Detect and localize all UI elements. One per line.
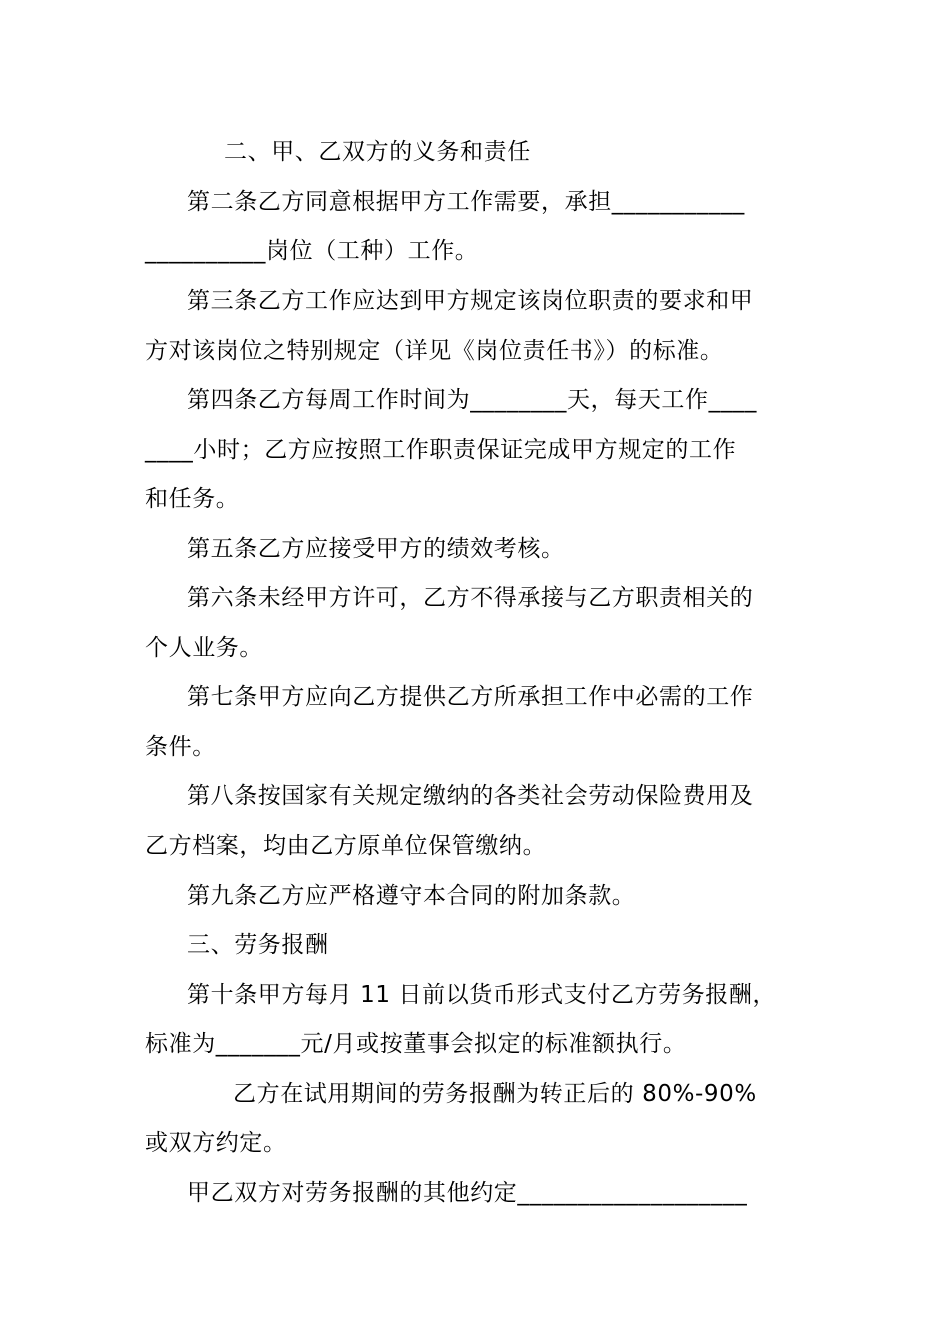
article-10-line-1: 第十条甲方每月 11 日前以货币形式支付乙方劳务报酬，: [187, 982, 777, 1008]
article-6-line-1: 第六条未经甲方许可，乙方不得承接与乙方职责相关的: [187, 585, 754, 611]
article-7-line-2: 条件。: [145, 734, 216, 760]
article-4-line-2: ____小时；乙方应按照工作职责保证完成甲方规定的工作: [145, 437, 737, 463]
article-3-line-2: 方对该岗位之特别规定（详见《岗位责任书》）的标准。: [145, 338, 724, 364]
section-heading-remuneration: 三、劳务报酬: [187, 932, 329, 958]
article-8-line-1: 第八条按国家有关规定缴纳的各类社会劳动保险费用及: [187, 783, 754, 809]
article-9-line-1: 第九条乙方应严格遵守本合同的附加条款。: [187, 883, 636, 909]
section-heading-obligations: 二、甲、乙双方的义务和责任: [224, 139, 531, 165]
article-2-line-2: __________岗位（工种）工作。: [145, 238, 479, 264]
probation-pay-line-1: 乙方在试用期间的劳务报酬为转正后的 80%-90%: [233, 1081, 757, 1107]
article-4-line-1: 第四条乙方每周工作时间为________天，每天工作____: [187, 387, 757, 413]
article-5-line-1: 第五条乙方应接受甲方的绩效考核。: [187, 536, 565, 562]
article-4-line-3: 和任务。: [145, 486, 240, 512]
article-8-line-2: 乙方档案，均由乙方原单位保管缴纳。: [145, 833, 547, 859]
article-7-line-1: 第七条甲方应向乙方提供乙方所承担工作中必需的工作: [187, 684, 754, 710]
article-2-line-1: 第二条乙方同意根据甲方工作需要，承担___________: [187, 189, 745, 215]
article-6-line-2: 个人业务。: [145, 635, 263, 661]
article-3-line-1: 第三条乙方工作应达到甲方规定该岗位职责的要求和甲: [187, 288, 754, 314]
probation-pay-line-2: 或双方约定。: [145, 1130, 287, 1156]
article-10-line-2: 标准为_______元/月或按董事会拟定的标准额执行。: [145, 1031, 687, 1057]
other-agreement-line: 甲乙双方对劳务报酬的其他约定___________________: [187, 1180, 748, 1206]
